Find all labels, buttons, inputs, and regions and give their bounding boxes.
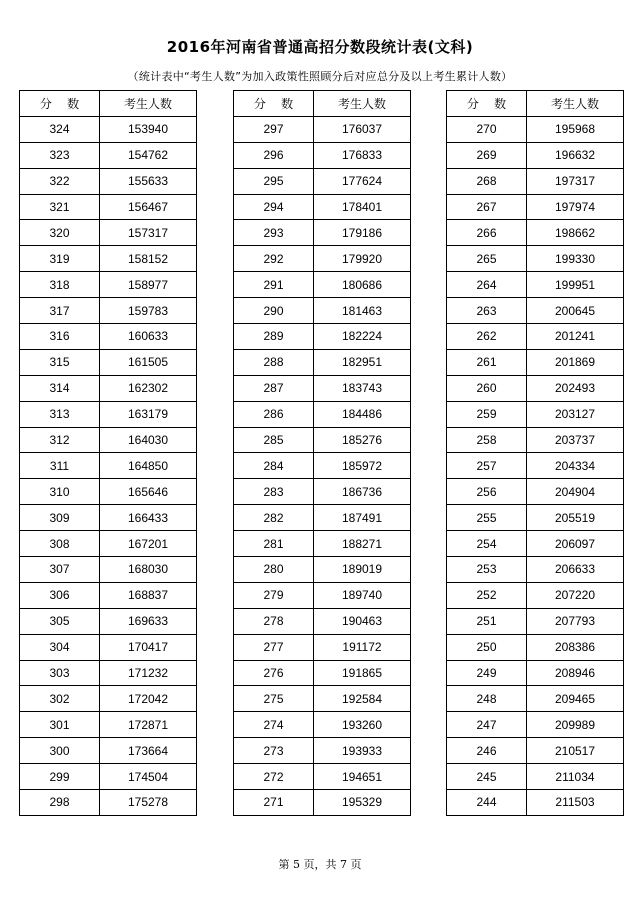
score-cell: 256: [447, 479, 527, 505]
count-cell: 200645: [527, 298, 624, 324]
count-cell: 206097: [527, 531, 624, 557]
score-header: 分 数: [234, 91, 314, 117]
table-row: [234, 531, 411, 557]
table-row: [234, 764, 411, 790]
count-cell: 187491: [314, 505, 411, 531]
score-cell: 290: [234, 298, 314, 324]
score-cell: 276: [234, 660, 314, 686]
score-cell: 316: [20, 324, 100, 350]
count-cell: 176037: [314, 116, 411, 142]
score-cell: 298: [20, 790, 100, 816]
score-cell: 246: [447, 738, 527, 764]
score-cell: 286: [234, 401, 314, 427]
score-cell: 275: [234, 686, 314, 712]
count-cell: 196632: [527, 142, 624, 168]
count-cell: 199330: [527, 246, 624, 272]
score-cell: 263: [447, 298, 527, 324]
table-row: [20, 712, 197, 738]
table-row: [447, 220, 624, 246]
count-cell: 177624: [314, 168, 411, 194]
count-cell: 157317: [100, 220, 197, 246]
table-row: [447, 790, 624, 816]
table-row: [20, 505, 197, 531]
table-row: [234, 375, 411, 401]
score-cell: 264: [447, 272, 527, 298]
score-cell: 284: [234, 453, 314, 479]
score-cell: 288: [234, 349, 314, 375]
count-cell: 184486: [314, 401, 411, 427]
score-cell: 294: [234, 194, 314, 220]
table-row: [20, 349, 197, 375]
table-row: [447, 479, 624, 505]
score-cell: 321: [20, 194, 100, 220]
table-row: [234, 790, 411, 816]
count-cell: 185972: [314, 453, 411, 479]
table-row: [447, 712, 624, 738]
table-row: [20, 246, 197, 272]
count-cell: 192584: [314, 686, 411, 712]
score-cell: 259: [447, 401, 527, 427]
score-cell: 304: [20, 634, 100, 660]
count-cell: 193933: [314, 738, 411, 764]
score-cell: 289: [234, 324, 314, 350]
count-cell: 179920: [314, 246, 411, 272]
count-cell: 174504: [100, 764, 197, 790]
score-cell: 306: [20, 582, 100, 608]
score-cell: 283: [234, 479, 314, 505]
table-row: [447, 401, 624, 427]
count-cell: 193260: [314, 712, 411, 738]
count-cell: 207793: [527, 608, 624, 634]
score-cell: 244: [447, 790, 527, 816]
score-cell: 323: [20, 142, 100, 168]
table-row: [20, 375, 197, 401]
header-row: [20, 91, 197, 117]
score-cell: 273: [234, 738, 314, 764]
table-row: [447, 686, 624, 712]
score-cell: 312: [20, 427, 100, 453]
table-row: [20, 324, 197, 350]
score-cell: 282: [234, 505, 314, 531]
count-cell: 204904: [527, 479, 624, 505]
count-cell: 168837: [100, 582, 197, 608]
score-cell: 248: [447, 686, 527, 712]
table-row: [234, 608, 411, 634]
score-table-1: [19, 90, 197, 816]
score-cell: 281: [234, 531, 314, 557]
table-row: [447, 531, 624, 557]
score-cell: 313: [20, 401, 100, 427]
score-cell: 266: [447, 220, 527, 246]
table-row: [20, 453, 197, 479]
score-cell: 291: [234, 272, 314, 298]
table-row: [447, 660, 624, 686]
table-row: [20, 608, 197, 634]
count-cell: 210517: [527, 738, 624, 764]
score-cell: 257: [447, 453, 527, 479]
count-cell: 170417: [100, 634, 197, 660]
table-row: [447, 298, 624, 324]
count-cell: 197974: [527, 194, 624, 220]
table-row: [20, 764, 197, 790]
count-cell: 195968: [527, 116, 624, 142]
table-row: [234, 116, 411, 142]
score-cell: 270: [447, 116, 527, 142]
page-footer: 第 5 页，共 7 页: [278, 858, 362, 871]
table-row: [20, 686, 197, 712]
count-cell: 164850: [100, 453, 197, 479]
count-cell: 195329: [314, 790, 411, 816]
table-row: [234, 401, 411, 427]
score-cell: 308: [20, 531, 100, 557]
count-cell: 211034: [527, 764, 624, 790]
count-cell: 171232: [100, 660, 197, 686]
score-cell: 255: [447, 505, 527, 531]
count-cell: 169633: [100, 608, 197, 634]
count-cell: 204334: [527, 453, 624, 479]
table-row: [447, 272, 624, 298]
table-row: [20, 401, 197, 427]
score-cell: 311: [20, 453, 100, 479]
score-cell: 320: [20, 220, 100, 246]
count-cell: 206633: [527, 557, 624, 583]
table-row: [234, 349, 411, 375]
count-cell: 172871: [100, 712, 197, 738]
count-cell: 167201: [100, 531, 197, 557]
score-cell: 250: [447, 634, 527, 660]
score-cell: 278: [234, 608, 314, 634]
count-cell: 175278: [100, 790, 197, 816]
score-cell: 260: [447, 375, 527, 401]
table-row: [234, 582, 411, 608]
score-table-2: [233, 90, 411, 816]
score-cell: 268: [447, 168, 527, 194]
table-row: [234, 168, 411, 194]
count-cell: 198662: [527, 220, 624, 246]
count-cell: 182951: [314, 349, 411, 375]
score-cell: 307: [20, 557, 100, 583]
count-cell: 208946: [527, 660, 624, 686]
table-row: [20, 220, 197, 246]
table-row: [20, 194, 197, 220]
count-cell: 202493: [527, 375, 624, 401]
table-row: [20, 738, 197, 764]
score-cell: 254: [447, 531, 527, 557]
table-row: [234, 634, 411, 660]
page-title: 2016年河南省普通高招分数段统计表(文科): [166, 38, 474, 56]
score-cell: 267: [447, 194, 527, 220]
count-cell: 155633: [100, 168, 197, 194]
count-cell: 189740: [314, 582, 411, 608]
score-cell: 271: [234, 790, 314, 816]
table-row: [20, 531, 197, 557]
count-cell: 191865: [314, 660, 411, 686]
table-row: [20, 272, 197, 298]
table-row: [20, 168, 197, 194]
score-cell: 296: [234, 142, 314, 168]
table-row: [447, 168, 624, 194]
score-cell: 261: [447, 349, 527, 375]
table-row: [234, 142, 411, 168]
count-cell: 160633: [100, 324, 197, 350]
count-header: 考生人数: [100, 91, 197, 117]
count-cell: 158977: [100, 272, 197, 298]
score-cell: 301: [20, 712, 100, 738]
table-row: [234, 712, 411, 738]
score-cell: 258: [447, 427, 527, 453]
score-cell: 252: [447, 582, 527, 608]
score-cell: 303: [20, 660, 100, 686]
count-cell: 163179: [100, 401, 197, 427]
table-row: [20, 790, 197, 816]
count-cell: 185276: [314, 427, 411, 453]
count-cell: 186736: [314, 479, 411, 505]
score-cell: 280: [234, 557, 314, 583]
table-row: [234, 505, 411, 531]
table-row: [447, 246, 624, 272]
header-row: [234, 91, 411, 117]
score-cell: 292: [234, 246, 314, 272]
score-header: 分 数: [447, 91, 527, 117]
count-cell: 156467: [100, 194, 197, 220]
table-row: [234, 660, 411, 686]
count-cell: 203127: [527, 401, 624, 427]
count-cell: 182224: [314, 324, 411, 350]
count-cell: 183743: [314, 375, 411, 401]
table-row: [447, 142, 624, 168]
table-row: [447, 608, 624, 634]
score-cell: 309: [20, 505, 100, 531]
score-cell: 251: [447, 608, 527, 634]
table-row: [447, 634, 624, 660]
table-row: [234, 686, 411, 712]
count-cell: 201241: [527, 324, 624, 350]
table-row: [234, 479, 411, 505]
table-row: [20, 479, 197, 505]
count-cell: 165646: [100, 479, 197, 505]
count-cell: 191172: [314, 634, 411, 660]
table-row: [447, 505, 624, 531]
count-header: 考生人数: [527, 91, 624, 117]
table-row: [234, 298, 411, 324]
score-cell: 247: [447, 712, 527, 738]
count-cell: 180686: [314, 272, 411, 298]
table-row: [20, 142, 197, 168]
score-table-3: [446, 90, 624, 816]
count-cell: 211503: [527, 790, 624, 816]
score-cell: 300: [20, 738, 100, 764]
count-cell: 162302: [100, 375, 197, 401]
header-row: [447, 91, 624, 117]
count-header: 考生人数: [314, 91, 411, 117]
page-subtitle: （统计表中“考生人数”为加入政策性照顾分后对应总分及以上考生累计人数）: [127, 70, 513, 83]
count-cell: 178401: [314, 194, 411, 220]
count-cell: 188271: [314, 531, 411, 557]
count-cell: 166433: [100, 505, 197, 531]
count-cell: 203737: [527, 427, 624, 453]
count-cell: 153940: [100, 116, 197, 142]
score-cell: 318: [20, 272, 100, 298]
count-cell: 159783: [100, 298, 197, 324]
count-cell: 154762: [100, 142, 197, 168]
score-cell: 297: [234, 116, 314, 142]
score-cell: 272: [234, 764, 314, 790]
table-row: [447, 427, 624, 453]
table-row: [234, 453, 411, 479]
table-row: [447, 194, 624, 220]
score-cell: 310: [20, 479, 100, 505]
table-row: [447, 116, 624, 142]
count-cell: 179186: [314, 220, 411, 246]
count-cell: 164030: [100, 427, 197, 453]
score-cell: 315: [20, 349, 100, 375]
table-row: [234, 427, 411, 453]
score-cell: 317: [20, 298, 100, 324]
table-row: [20, 116, 197, 142]
table-row: [20, 427, 197, 453]
score-cell: 322: [20, 168, 100, 194]
table-row: [234, 272, 411, 298]
score-cell: 302: [20, 686, 100, 712]
table-row: [447, 453, 624, 479]
table-row: [20, 634, 197, 660]
count-cell: 176833: [314, 142, 411, 168]
count-cell: 208386: [527, 634, 624, 660]
score-cell: 245: [447, 764, 527, 790]
table-row: [234, 324, 411, 350]
count-cell: 201869: [527, 349, 624, 375]
count-cell: 173664: [100, 738, 197, 764]
score-cell: 287: [234, 375, 314, 401]
score-cell: 324: [20, 116, 100, 142]
count-cell: 205519: [527, 505, 624, 531]
table-row: [447, 738, 624, 764]
score-cell: 319: [20, 246, 100, 272]
count-cell: 189019: [314, 557, 411, 583]
table-row: [234, 246, 411, 272]
count-cell: 158152: [100, 246, 197, 272]
table-row: [447, 764, 624, 790]
score-cell: 279: [234, 582, 314, 608]
count-cell: 209465: [527, 686, 624, 712]
score-cell: 305: [20, 608, 100, 634]
score-cell: 262: [447, 324, 527, 350]
table-row: [447, 324, 624, 350]
count-cell: 161505: [100, 349, 197, 375]
score-cell: 269: [447, 142, 527, 168]
table-row: [447, 349, 624, 375]
count-cell: 207220: [527, 582, 624, 608]
table-row: [20, 298, 197, 324]
count-cell: 199951: [527, 272, 624, 298]
count-cell: 168030: [100, 557, 197, 583]
table-row: [447, 375, 624, 401]
score-cell: 285: [234, 427, 314, 453]
score-cell: 314: [20, 375, 100, 401]
score-cell: 249: [447, 660, 527, 686]
score-cell: 253: [447, 557, 527, 583]
table-row: [20, 660, 197, 686]
count-cell: 194651: [314, 764, 411, 790]
score-cell: 277: [234, 634, 314, 660]
count-cell: 190463: [314, 608, 411, 634]
table-row: [447, 557, 624, 583]
table-row: [234, 738, 411, 764]
count-cell: 181463: [314, 298, 411, 324]
score-cell: 274: [234, 712, 314, 738]
score-cell: 265: [447, 246, 527, 272]
table-row: [234, 220, 411, 246]
score-header: 分 数: [20, 91, 100, 117]
table-row: [447, 582, 624, 608]
table-row: [234, 194, 411, 220]
score-cell: 295: [234, 168, 314, 194]
count-cell: 172042: [100, 686, 197, 712]
table-row: [234, 557, 411, 583]
count-cell: 209989: [527, 712, 624, 738]
count-cell: 197317: [527, 168, 624, 194]
score-cell: 293: [234, 220, 314, 246]
table-row: [20, 557, 197, 583]
table-row: [20, 582, 197, 608]
score-cell: 299: [20, 764, 100, 790]
